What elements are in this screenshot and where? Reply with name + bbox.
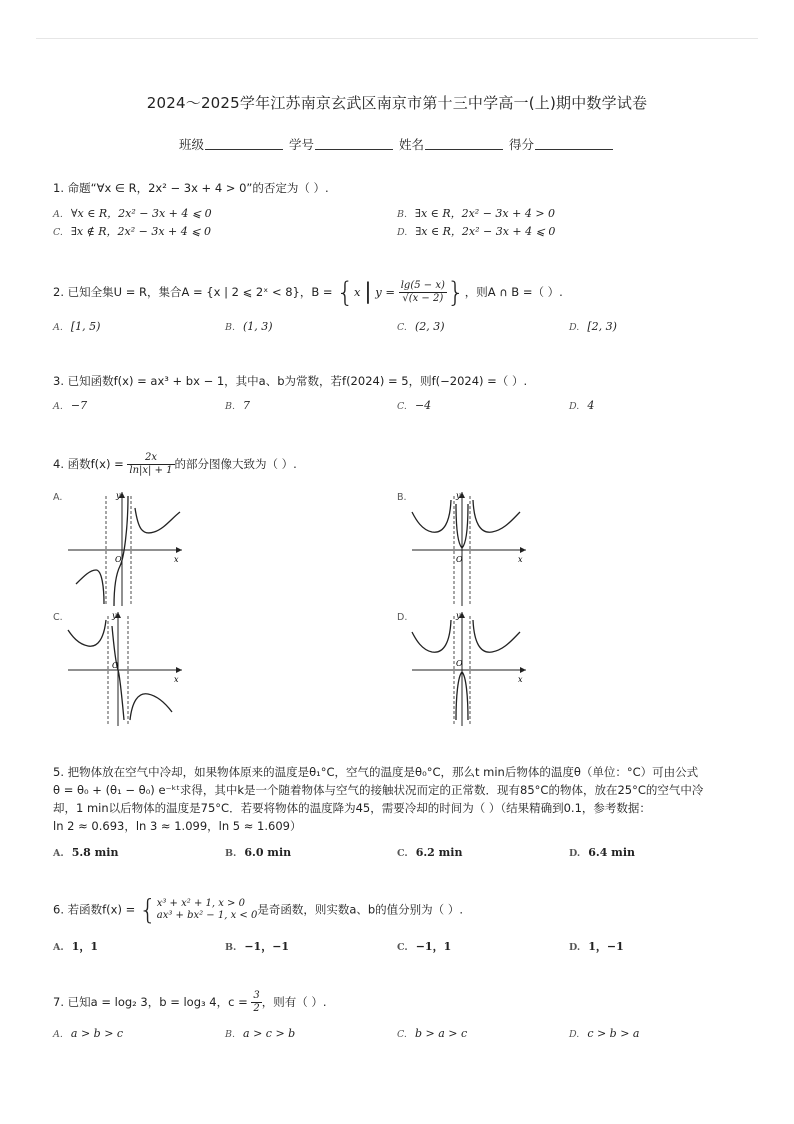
graph-a-x-label: x xyxy=(174,555,179,564)
graph-c-y-label: y xyxy=(112,611,117,620)
id-field-label: 学号 xyxy=(288,137,314,152)
class-field-label: 班级 xyxy=(178,137,204,152)
q5-line-4: ln 2 ≈ 0.693，ln 3 ≈ 1.099，ln 5 ≈ 1.609） xyxy=(53,819,302,833)
graph-d-x-label: x xyxy=(518,675,523,684)
student-info-line xyxy=(0,135,794,153)
q2-fraction: $\frac{\lg(5 - x)}{√(x - 2)}$ xyxy=(400,280,445,304)
graph-a-middle-branch xyxy=(114,496,128,606)
name-blank[interactable] xyxy=(425,137,503,150)
q7-fraction: $\frac{3}{2}$ xyxy=(253,990,260,1014)
graph-b-label: B. xyxy=(397,492,407,503)
q3-option-c[interactable]: C. −4 xyxy=(397,399,432,412)
graph-c-origin: O xyxy=(112,661,119,670)
class-blank[interactable] xyxy=(205,137,283,150)
question-7-stem: 7. 已知a = log₂ 3，b = log₃ 4，c = $\frac{3}{2}$ ，则有（ ）. xyxy=(53,990,327,1014)
name-field-label: 姓名 xyxy=(398,137,424,152)
graph-c-x-label: x xyxy=(174,675,179,684)
q5-line-1: 5. 把物体放在空气中冷却，如果物体原来的温度是θ₁°C，空气的温度是θ₀°C，那么t min后物体的温度θ（单位：°C）可由公式 xyxy=(53,765,699,779)
graph-b-origin: O xyxy=(456,555,463,564)
page-title: 2024～2025学年江苏南京玄武区南京市第十三中学高一(上)期中数学试卷 xyxy=(146,94,648,112)
score-field-label: 得分 xyxy=(508,137,534,152)
q3-option-d[interactable]: D. 4 xyxy=(569,399,595,412)
graph-d-left-branch xyxy=(412,620,451,652)
q2-option-d[interactable]: D. [2, 3) xyxy=(569,320,617,333)
q1-option-a[interactable]: A. ∀x ∈ R，2x² − 3x + 4 ⩽ 0 xyxy=(53,207,212,220)
id-blank[interactable] xyxy=(315,137,393,150)
q2-option-b[interactable]: B. (1, 3) xyxy=(225,320,273,333)
q1-option-c[interactable]: C. ∃x ∉ R，2x² − 3x + 4 ⩽ 0 xyxy=(53,225,211,238)
graph-b[interactable] xyxy=(406,488,536,610)
graph-c[interactable] xyxy=(62,608,192,730)
q5-line-3: 却，1 min以后物体的温度是75°C．若要将物体的温度降为45，需要冷却的时间为（ ）（结果精确到0.1，参考数据： xyxy=(53,801,651,815)
question-5-stem xyxy=(53,763,754,835)
graph-c-left-branch xyxy=(68,620,106,646)
graph-b-right-branch xyxy=(473,500,520,532)
graph-a-label: A. xyxy=(53,492,63,503)
graph-d-right-branch xyxy=(473,620,520,652)
q1-option-d[interactable]: D. ∃x ∈ R，2x² − 3x + 4 ⩽ 0 xyxy=(397,225,556,238)
q6-piecewise: x³ + x² + 1, x > 0 ax³ + bx² − 1, x < 0 xyxy=(156,898,258,921)
question-4-stem: 4. 函数f(x) = $\frac{2x}{\ln|x| + 1}$ 的部分图像大致为（ ）. xyxy=(53,452,297,476)
q6-option-a[interactable]: A. 1，1 xyxy=(53,940,98,953)
graph-a-origin: O xyxy=(115,555,122,564)
question-1-stem: 1. 命题“∀x ∈ R，2x² − 3x + 4 > 0”的否定为（ ）. xyxy=(53,181,329,195)
q7-option-a[interactable]: A. a > b > c xyxy=(53,1027,124,1040)
q5-option-b[interactable]: B. 6.0 min xyxy=(225,846,292,859)
q7-option-b[interactable]: B. a > c > b xyxy=(225,1027,296,1040)
graph-c-right-branch xyxy=(130,694,172,720)
graph-b-left-branch xyxy=(412,500,451,532)
q5-option-c[interactable]: C. 6.2 min xyxy=(397,846,463,859)
q3-option-b[interactable]: B. 7 xyxy=(225,399,251,412)
graph-a-left-branch xyxy=(76,570,104,604)
q5-line-2: θ = θ₀ + (θ₁ − θ₀) e⁻ᵏᵗ求得，其中k是一个随着物体与空气的接触状况而定的正常数．现有85°C的物体，放在25°C的空气中冷 xyxy=(53,783,704,797)
q7-option-c[interactable]: C. b > a > c xyxy=(397,1027,468,1040)
graph-d-label: D. xyxy=(397,612,408,623)
score-blank[interactable] xyxy=(535,137,613,150)
graph-a-right-branch xyxy=(135,508,180,533)
q6-option-c[interactable]: C. −1，1 xyxy=(397,940,452,953)
q7-option-d[interactable]: D. c > b > a xyxy=(569,1027,640,1040)
q5-option-a[interactable]: A. 5.8 min xyxy=(53,846,119,859)
graph-a-y-label: y xyxy=(116,491,121,500)
graph-c-label: C. xyxy=(53,612,63,623)
graph-b-y-label: y xyxy=(456,491,461,500)
q3-option-a[interactable]: A. −7 xyxy=(53,399,88,412)
q5-option-d[interactable]: D. 6.4 min xyxy=(569,846,636,859)
graph-d[interactable] xyxy=(406,608,536,730)
graph-d-y-label: y xyxy=(456,611,461,620)
graph-b-x-label: x xyxy=(518,555,523,564)
q2-option-c[interactable]: C. (2, 3) xyxy=(397,320,445,333)
q1-option-b[interactable]: B. ∃x ∈ R，2x² − 3x + 4 > 0 xyxy=(397,207,556,220)
question-3-stem: 3. 已知函数f(x) = ax³ + bx − 1，其中a、b为常数，若f(2024) = 5，则f(−2024) =（ ）. xyxy=(53,374,528,388)
graph-a[interactable] xyxy=(62,488,192,610)
graph-d-origin: O xyxy=(456,659,463,668)
q6-option-b[interactable]: B. −1，−1 xyxy=(225,940,290,953)
q6-option-d[interactable]: D. 1，−1 xyxy=(569,940,624,953)
q4-fraction: $\frac{2x}{\ln|x| + 1}$ xyxy=(129,452,173,476)
question-2-stem: 2. 已知全集U = R，集合A = {x | 2 ⩽ 2ˣ < 8}，B = {x | y = $\frac{\lg(5 - x)}{√(x - 2)}$ }，则A ∩ B =（ ）. xyxy=(53,275,563,309)
q2-option-a[interactable]: A. [1, 5) xyxy=(53,320,101,333)
question-6-stem: 6. 若函数f(x) = { x³ + x² + 1, x > 0 ax³ + bx² − 1, x < 0 是奇函数，则实数a、b的值分别为（ ）. xyxy=(53,893,463,926)
top-divider xyxy=(36,38,758,39)
